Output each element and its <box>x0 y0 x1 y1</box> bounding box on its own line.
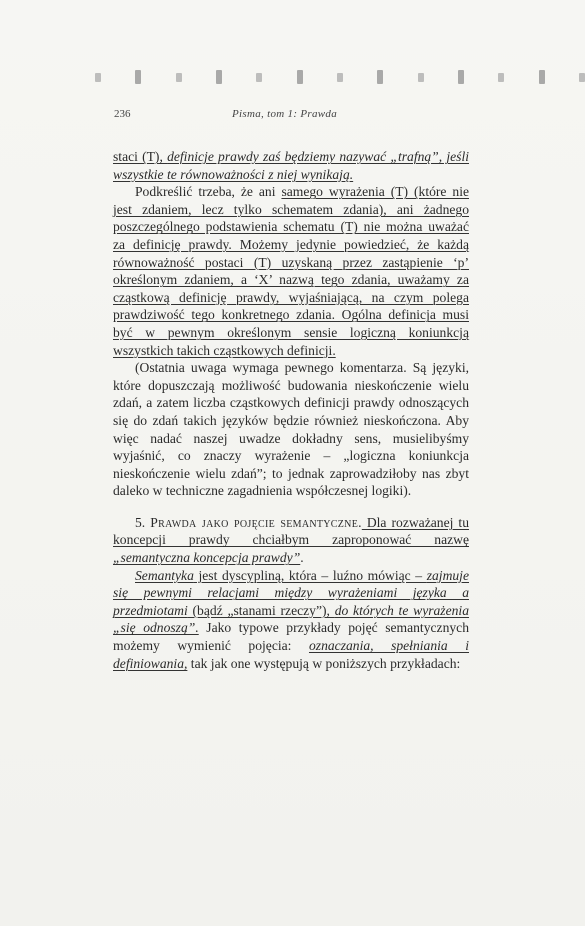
text-run: tak jak one występują w poniższych przykładach: <box>187 655 461 671</box>
scan-mark <box>216 70 222 84</box>
paragraph <box>113 183 469 359</box>
text-run: Jako typowe przykłady pojęć semantycznych możemy wymienić pojęcia: <box>113 620 469 654</box>
text-run: samego wyrażenia (T) (które nie jest zdaniem, lecz tylko schematem zdania), ani żadnego poszczególnego podstawienia schematu (T) nie można uważać za definicję prawdy. Możemy jedynie powiedzieć, że każdą równoważność postaci (T) uzyskaną przez zastąpienie ‘p’ określonym zdaniem, a ‘X’ nazwą tego zdania, uważamy za cząstkową definicję prawdy, wyjaśniającą, na czym polega prawdziwość tego konkretnego zdania. Ogólna definicja musi być w pewnym określonym sensie logiczną koniunkcją wszystkich takich cząstkowych definicji. <box>113 184 469 358</box>
scan-mark <box>579 73 585 82</box>
scan-mark <box>256 73 262 82</box>
scan-mark <box>458 70 464 84</box>
text-run: Dla rozważanej tu koncepcji prawdy chciałbym zaproponować nazwę <box>113 514 470 548</box>
text-run: (bądź „stanami rzeczy”), <box>187 602 335 618</box>
paragraph-gap <box>113 500 469 514</box>
scan-mark <box>337 73 343 82</box>
paragraph <box>113 148 469 183</box>
scan-mark <box>539 70 545 84</box>
paragraph <box>113 359 469 500</box>
text-run: . <box>300 550 304 566</box>
text-run: oznaczania, spełniania i definiowania, <box>113 638 469 671</box>
text-run: 5. <box>135 514 151 530</box>
text-run: Podkreślić trzeba, że ani <box>135 184 282 200</box>
scan-mark <box>297 70 303 84</box>
text-run: zajmuje się pewnymi relacjami między wyrażeniami języka a przedmiotami <box>113 567 469 618</box>
scan-mark <box>95 73 101 82</box>
body-text <box>113 148 469 672</box>
section-paragraph <box>113 514 469 567</box>
scan-mark <box>135 70 141 84</box>
scan-mark <box>176 73 182 82</box>
scan-mark <box>498 73 504 82</box>
text-run: do których te wyrażenia „się odnoszą”. <box>113 602 470 636</box>
text-run: (Ostatnia uwaga wymaga pewnego komentarza. Są języki, które dopuszczają możliwość budowania nieskończenie wielu zdań, a zatem liczba cząstkowych definicji prawdy odnoszących się do zdań takich języków będzie również nieskończona. Aby więc nadać naszej uwadze dokładny sens, musielibyśmy wyjaśnić, co znaczy wyrażenie – „logiczna koniunkcja nieskończenie wielu zdań”; to jednak zaprowadziłoby nas zbyt daleko w techniczne zagadnienia współczesnej logiki). <box>113 360 469 499</box>
scan-mark <box>418 73 424 82</box>
running-title: Pisma, tom 1: Prawda <box>232 108 337 120</box>
scan-mark <box>377 70 383 84</box>
text-run: staci (T), <box>113 149 168 164</box>
text-run: jest dyscypliną, która – luźno mówiąc – <box>193 567 427 583</box>
text-run: Semantyka <box>135 567 194 583</box>
text-run: Prawda jako pojęcie semantyczne. <box>150 514 362 530</box>
page-number: 236 <box>114 108 131 120</box>
text-run: „semantyczna koncepcja prawdy” <box>113 550 301 566</box>
binding-marks <box>95 66 585 88</box>
text-run: definicje prawdy zaś będziemy nazywać „trafną”, jeśli wszystkie te równoważności z niej wynikają. <box>113 149 469 182</box>
paragraph <box>113 567 469 673</box>
